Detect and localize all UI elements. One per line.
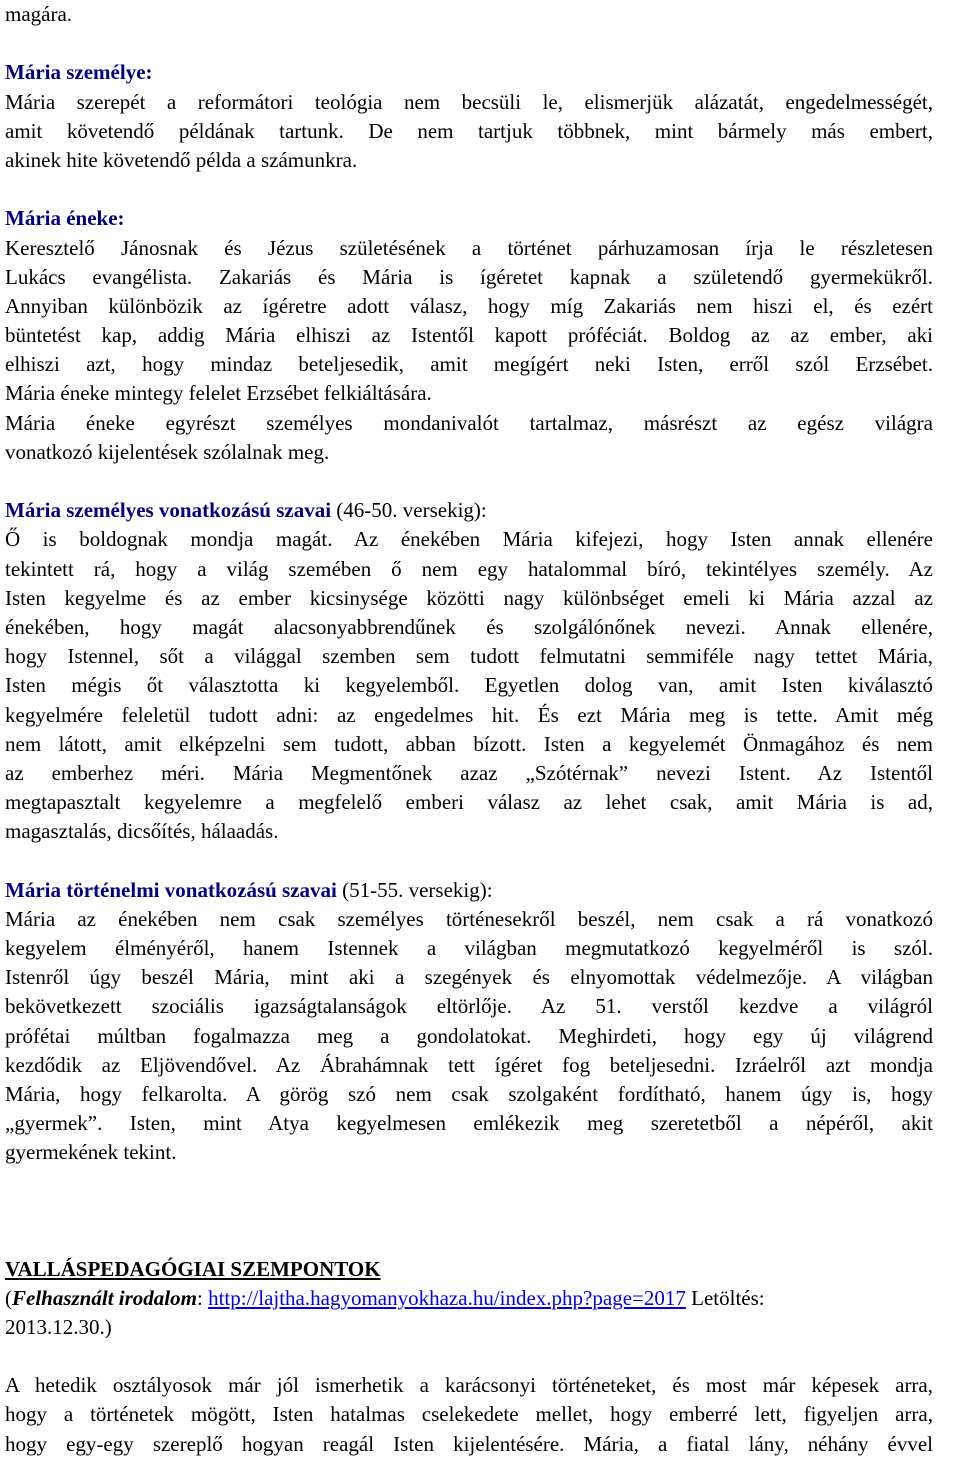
song-heading: Mária éneke: <box>5 206 125 231</box>
paragraph-line: tekintett rá, hogy a világ szemében ő nem egy hatalommal bíró, tekintélyes személy. Az <box>5 556 933 581</box>
paragraph-line: kegyelmére feleletül tudott adni: az engedelmes hit. És ezt Mária meg is tette. Amit még <box>5 702 933 727</box>
paragraph-line: Lukács evangélista. Zakariás és Mária is ígéretet kapnak a születendő gyermekükről. <box>5 264 933 289</box>
spacer <box>5 29 933 58</box>
paragraph-line: kezdődik az Eljövendővel. Az Ábrahámnak tett ígéret fog beteljesedni. Izráelről azt mondja <box>5 1052 933 1077</box>
paragraph-line: megtapasztalt kegyelemre a megfelelő emberi válasz az lehet csak, amit Mária is ad, <box>5 790 933 815</box>
source-open-paren: ( <box>5 1285 12 1310</box>
paragraph-line: Mária, hogy felkarolta. A görög szó nem csak szolgaként fordítható, hanem úgy is, hogy <box>5 1081 933 1106</box>
paragraph-line: Keresztelő Jánosnak és Jézus születésének a történet párhuzamosan írja le részletesen <box>5 235 933 260</box>
paragraph-line: Istenről úgy beszél Mária, mint aki a szegények és elnyomottak védelmezője. A világban <box>5 965 933 990</box>
paragraph-line: Mária szerepét a reformátori teológia nem becsüli le, elismerjük alázatát, engedelmességét, <box>5 89 933 114</box>
historical-heading <box>5 876 933 905</box>
paragraph-line: az emberhez méri. Mária Megmentőnek azaz „Szótérnak” nevezi Istent. Az Istentől <box>5 760 933 785</box>
personal-heading <box>5 496 933 525</box>
paragraph-line: Isten kegyelme és az ember kicsinysége közötti nagy különbséget emeli ki Mária azzal az <box>5 585 933 610</box>
spacer <box>5 846 933 875</box>
source-link[interactable]: http://lajtha.hagyomanyokhaza.hu/index.php?page=2017 <box>208 1285 686 1310</box>
paragraph-line: magasztalás, dicsőítés, hálaadás. <box>5 819 279 844</box>
historical-heading-verses: (51-55. versekig): <box>336 877 493 902</box>
paragraph-line: elhiszi azt, hogy mindaz beteljesedik, amit megígért neki Isten, erről szól Erzsébet. <box>5 352 933 377</box>
paragraph-line: amit követendő példának tartunk. De nem tartjuk többnek, mint bármely más embert, <box>5 118 933 143</box>
section-title: VALLÁSPEDAGÓGIAI SZEMPONTOK <box>5 1256 381 1281</box>
person-heading: Mária személye: <box>5 60 153 85</box>
paragraph-line: bekövetkezett szociális igazságtalanságok eltörlője. Az 51. verstől kezdve a világról <box>5 994 933 1019</box>
section-spacer <box>5 1168 933 1255</box>
source-line <box>5 1284 933 1313</box>
paragraph-line: hogy egy-egy szereplő hogyan reagál Isten kijelentésére. Mária, a fiatal lány, néhány évvel <box>5 1431 933 1456</box>
spacer <box>5 467 933 496</box>
source-colon: : <box>196 1285 209 1310</box>
paragraph-line: hogy a történetek mögött, Isten hatalmas cselekedete mellet, hogy emberré lett, figyeljen arra, <box>5 1402 933 1427</box>
paragraph-line: Isten mégis őt választotta ki kegyelemből. Egyetlen dolog van, amit Isten kiválasztó <box>5 673 933 698</box>
paragraph-line: Mária éneke egyrészt személyes mondanivalót tartalmaz, másrészt az egész világra <box>5 410 933 435</box>
paragraph-line: Mária éneke mintegy felelet Erzsébet felkiáltására. <box>5 381 432 406</box>
spacer <box>5 1342 933 1371</box>
paragraph-line: Mária az énekében nem csak személyes történesekről beszél, nem csak a rá vonatkozó <box>5 906 933 931</box>
paragraph-line: Annyiban különbözik az ígéretre adott válasz, hogy míg Zakariás nem hiszi el, és ezért <box>5 293 933 318</box>
document-page <box>5 0 933 1459</box>
download-date: 2013.12.30.) <box>5 1314 112 1339</box>
personal-heading-verses: (46-50. versekig): <box>331 498 487 523</box>
paragraph-line: prófétai múltban fogalmazza meg a gondolatokat. Meghirdeti, hogy egy új világrend <box>5 1023 933 1048</box>
top-fragment: magára. <box>5 2 73 26</box>
download-label: Letöltés: <box>685 1285 765 1310</box>
spacer <box>5 175 933 204</box>
paragraph-line: vonatkozó kijelentések szólalnak meg. <box>5 439 330 464</box>
paragraph-line: „gyermek”. Isten, mint Atya kegyelmesen emlékezik meg szeretetből a népéről, akit <box>5 1111 933 1136</box>
paragraph-line: Ő is boldognak mondja magát. Az énekében Mária kifejezi, hogy Isten annak ellenére <box>5 527 933 552</box>
paragraph-line: A hetedik osztályosok már jól ismerhetik a karácsonyi történeteket, és most már képesek arra, <box>5 1373 933 1398</box>
paragraph-line: büntetést kap, addig Mária elhiszi az Istentől kapott próféciát. Boldog az az ember, aki <box>5 323 933 348</box>
paragraph-line: kegyelem élményéről, hanem Istennek a világban megmutatkozó kegyelméről is szól. <box>5 936 933 960</box>
paragraph-line: hogy Istennel, sőt a világgal szemben sem tudott felmutatni semmiféle nagy tettet Mária, <box>5 644 933 669</box>
paragraph-line: gyermekének tekint. <box>5 1140 177 1165</box>
historical-heading-bold: Mária történelmi vonatkozású szavai <box>5 877 337 902</box>
paragraph-line: énekében, hogy magát alacsonyabbrendűnek és szolgálónőnek nevezi. Annak ellenére, <box>5 614 933 639</box>
paragraph-line: akinek hite követendő példa a számunkra. <box>5 147 358 172</box>
source-label: Felhasznált irodalom <box>12 1285 197 1310</box>
personal-heading-bold: Mária személyes vonatkozású szavai <box>5 498 332 523</box>
paragraph-line: nem látott, amit elképzelni sem tudott, abban bízott. Isten a kegyelemét Önmagához és nem <box>5 731 933 756</box>
